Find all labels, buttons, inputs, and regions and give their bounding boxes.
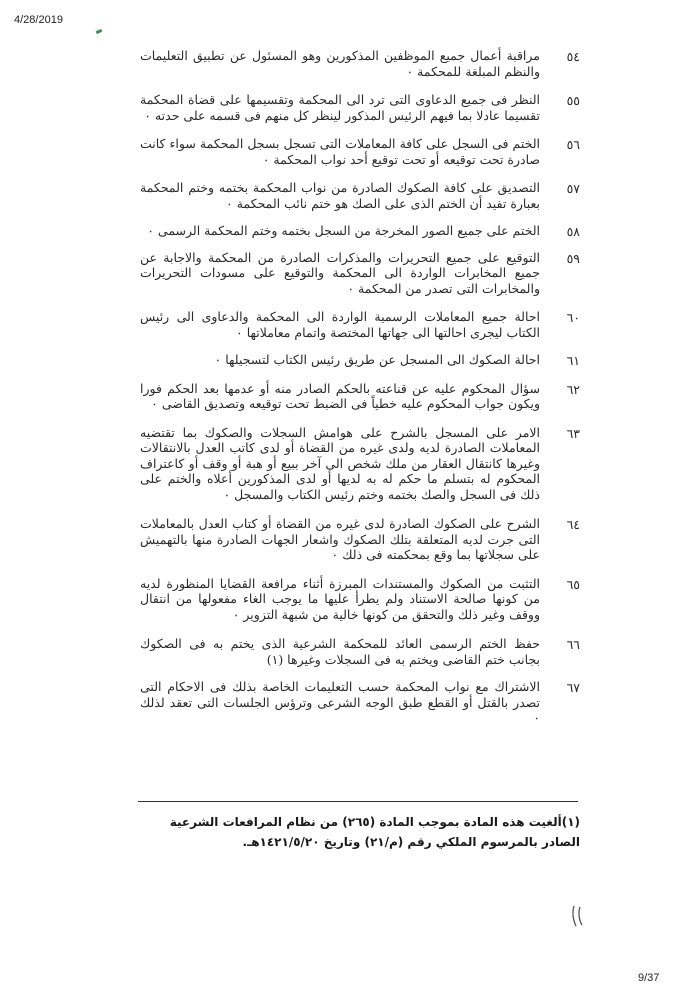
article-text: التوقيع على جميع التحريرات والمذكرات الصادرة من المحكمة والاجابة عن جميع المخابرات الواردة الى المحكمة والتوقيع على مسودات التحريرات والمخابرات التى تصدر من المحكمة ٠ bbox=[140, 249, 540, 296]
green-mark bbox=[96, 29, 103, 34]
article-63 bbox=[140, 425, 580, 503]
article-text: النظر فى جميع الدعاوى التى ترد الى المحكمة وتقسيمها على قضاة المحكمة تقسيما عادلا بما فيهم الرئيس المذكور لينظر كل منهم فى قسمه على حدته ٠ bbox=[140, 92, 540, 123]
page-number: 9/37 bbox=[638, 972, 660, 984]
article-number: ٥٤ bbox=[566, 49, 580, 64]
article-number: ٦٤ bbox=[566, 517, 580, 532]
article-number: ٦١ bbox=[566, 353, 580, 368]
article-61 bbox=[140, 352, 580, 369]
article-number: ٦٢ bbox=[566, 381, 580, 397]
article-text: الامر على المسجل بالشرح على هوامش السجلات والصكوك بما تقتضيه المعاملات الصادرة لديه ولدى غيره من القضاة أو لدى كاتب العدل بالانتقالات وغيرها كانتقال العقار من ملك شخص الى آخر ببيع أو هبة أو وقف أو كاعتراف المحكوم له بتسلم ما حكم له به لديها أو لدى المذكورين أعلاه والختم على ذلك فى السجل والصك بختمه وختم رئيس الكتاب والمسجل ٠ bbox=[140, 424, 540, 502]
article-number: ٥٦ bbox=[566, 137, 580, 152]
article-65 bbox=[140, 576, 580, 623]
article-text: سؤال المحكوم عليه عن قناعته بالحكم الصادر منه أو عدمها بعد الحكم فورا ويكون جواب المحكوم عليه خطياً فى الضبط تحت توقيعه وتصديق القاضى ٠ bbox=[140, 380, 540, 411]
article-text: الاشتراك مع نواب المحكمة حسب التعليمات الخاصة بذلك فى الاحكام التى تصدر بالقتل أو القطع طبق الوجه الشرعى وترؤس الجلسات التى تعقد لذلك ٠ bbox=[140, 679, 540, 725]
article-text: الشرح على الصكوك الصادرة لدى غيره من القضاة أو كتاب العدل بالمعاملات التى جرت لديه المتعلقة بتلك الصكوك واشعار الجهات الصادرة منها بالتهميش على سجلاتها بما وقع بمحكمته فى ذلك ٠ bbox=[140, 516, 540, 562]
article-number: ٦٠ bbox=[566, 310, 580, 325]
article-number: ٥٥ bbox=[566, 93, 580, 108]
article-55 bbox=[140, 92, 580, 123]
article-text: احالة الصكوك الى المسجل عن طريق رئيس الكتاب لتسجيلها ٠ bbox=[214, 352, 540, 367]
article-57 bbox=[140, 180, 580, 211]
article-60 bbox=[140, 309, 580, 340]
article-66 bbox=[140, 636, 580, 667]
article-58 bbox=[140, 223, 580, 240]
article-text: التصديق على كافة الصكوك الصادرة من نواب المحكمة بختمه وختم المحكمة بعبارة تفيد أن الختم الذى على الصك هو ختم نائب المحكمة ٠ bbox=[140, 180, 540, 211]
articles-list bbox=[140, 48, 580, 726]
print-date: 4/28/2019 bbox=[14, 14, 63, 26]
footnote: (١)ألغيت هذه المادة بموجب المادة (٢٦٥) من نظام المرافعات الشرعية الصادر بالمرسوم الملكي رقم (م/٢١) وتاريخ ١٤٢١/٥/٢٠هـ. bbox=[169, 815, 580, 849]
article-number: ٦٧ bbox=[566, 680, 580, 695]
article-number: ٦٣ bbox=[566, 425, 580, 441]
article-number: ٦٦ bbox=[566, 637, 580, 652]
article-text: احالة جميع المعاملات الرسمية الواردة الى المحكمة والدعاوى الى رئيس الكتاب ليجرى احالتها الى جهاتها المختصة واتمام معاملاتها ٠ bbox=[140, 309, 540, 340]
article-number: ٥٧ bbox=[566, 181, 580, 196]
article-number: ٥٩ bbox=[566, 250, 580, 266]
article-text: الختم فى السجل على كافة المعاملات التى تسجل بسجل المحكمة سواء كانت صادرة تحت توقيعه أو تحت توقيع أحد نواب المحكمة ٠ bbox=[140, 136, 540, 167]
article-text: مراقبة أعمال جميع الموظفين المذكورين وهو المسئول عن تطبيق التعليمات والنظم المبلغة للمحكمة ٠ bbox=[140, 48, 540, 79]
footnote-separator bbox=[138, 801, 578, 802]
pen-mark bbox=[571, 904, 585, 928]
article-number: ٥٨ bbox=[566, 224, 580, 239]
article-67 bbox=[140, 679, 580, 726]
article-62 bbox=[140, 381, 580, 412]
article-text: التثبت من الصكوك والمستندات المبرزة أثناء مرافعة القضايا المنظورة لديه من كونها صالحة الاستناد ولم يطرأ عليها ما يوجب الغاء مفعولها من انتقال ووقف وغير ذلك والتحقق من كونها خالية من شبهة التزوير ٠ bbox=[140, 575, 540, 622]
article-54 bbox=[140, 48, 580, 79]
article-56 bbox=[140, 136, 580, 167]
article-59 bbox=[140, 250, 580, 297]
article-number: ٦٥ bbox=[566, 576, 580, 592]
article-text: حفظ الختم الرسمى العائد للمحكمة الشرعية الذى يختم به فى الصكوك بجانب ختم القاضى ويختم به فى السجلات وغيرها (١) bbox=[140, 636, 540, 667]
article-text: الختم على جميع الصور المخرجة من السجل بختمه وختم المحكمة الرسمى ٠ bbox=[147, 223, 540, 238]
article-64 bbox=[140, 516, 580, 563]
